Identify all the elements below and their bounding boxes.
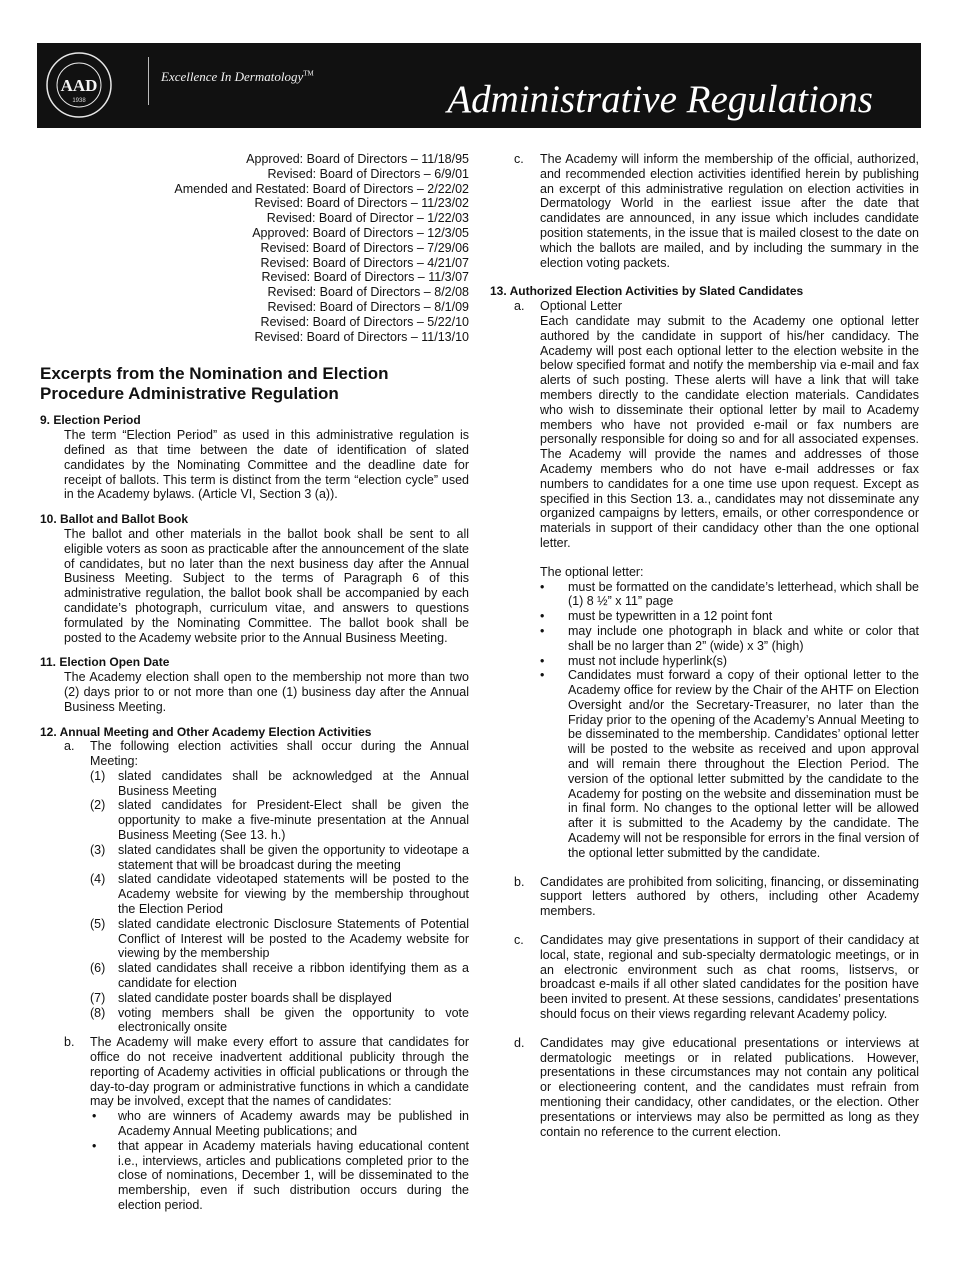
history-line: Revised: Board of Director – 1/22/03 [266, 211, 469, 226]
clause-b: b. Candidates are prohibited from soliciting, financing, or disseminating support letters authored by others, including other Academy members. [514, 874, 919, 919]
history-line: Revised: Board of Directors – 4/21/07 [260, 255, 469, 270]
list-item: • may include one photograph in black and white or color that shall be no larger than 2” (wide) x 3” (high) [540, 623, 919, 653]
section-heading: 11. Election Open Date [40, 655, 170, 670]
optional-letter-heading: The optional letter: [540, 564, 644, 579]
list-item: (1) slated candidates shall be acknowledged at the Annual Business Meeting [90, 768, 469, 798]
list-item: (6) slated candidates shall receive a ribbon identifying them as a candidate for election [90, 961, 469, 991]
list-item: (5) slated candidate electronic Disclosure Statements of Potential Conflict of Interest will be posted to the Academy website for viewing by the membership [90, 916, 469, 961]
history-line: Revised: Board of Directors – 8/1/09 [267, 299, 469, 314]
bullet-list [40, 1109, 469, 1213]
tagline: Excellence In Dermatology™ [161, 69, 314, 84]
section-10 [40, 512, 469, 645]
clause-b: b. The Academy will make every effort to assure that candidates for office do not receive inadvertent additional publicity through the reporting of Academy activities in official publications or through the day-to-day program or administrative functions in which a candidate may be involved, except that the names of candidates: [64, 1035, 469, 1109]
history-line: Revised: Board of Directors – 7/29/06 [260, 240, 469, 255]
clause-a-title: a. Optional Letter [514, 299, 622, 314]
clause-d: d. Candidates may give educational presentations or interviews at dermatologic meetings or in related publications. However, presentations in these circumstances may not contain any political or electioneering content, and the candidates must refrain from mentioning their candidacy, other candidates, or the election. Other presentations or interviews may also be permitted as long as they contain no reference to the current election. [514, 1035, 919, 1139]
history-line: Revised: Board of Directors – 6/9/01 [267, 166, 469, 181]
history-line: Revised: Board of Directors – 8/2/08 [267, 285, 469, 300]
list-item: • must be typewritten in a 12 point font [540, 609, 773, 624]
list-item: • must not include hyperlink(s) [540, 653, 728, 668]
section-body: The ballot and other materials in the ballot book shall be sent to all eligible voters as soon as practicable after the announcement of the slate of candidates, but no later than the next business day after the Annual Business Meeting. Subject to the terms of Paragraph 6 of this administrative regulation, the ballot book shall be accompanied by each candidate’s photograph, curriculum vitae, and answers to questions formulated by the Nominating Committee. The ballot book shall be posted to the Academy website prior to the Annual Business Meeting. [64, 526, 469, 645]
section-12 [40, 725, 469, 1213]
section-heading: 9. Election Period [40, 413, 141, 428]
section-heading: 13. Authorized Election Activities by Slated Candidates [490, 284, 804, 299]
history-line: Approved: Board of Directors – 11/18/95 [246, 152, 469, 166]
section-heading: 12. Annual Meeting and Other Academy Election Activities [40, 724, 372, 739]
header-divider [148, 57, 149, 105]
section-9 [40, 413, 469, 502]
list-item: (2) slated candidates for President-Elect shall be given the opportunity to make a five-minute presentation at the Annual Business Meeting (See 13. h.) [90, 798, 469, 843]
section-13 [490, 284, 919, 1139]
svg-text:1938: 1938 [72, 98, 86, 104]
right-column [490, 152, 919, 1153]
header-banner [37, 43, 921, 128]
history-line: Revised: Board of Directors – 11/23/02 [254, 196, 469, 211]
section-body: The Academy election shall open to the membership not more than two (2) days prior to or not more than one (1) business day after the Annual Business Meeting. [64, 670, 469, 714]
bullet-icon: • [92, 1138, 97, 1153]
history-line: Amended and Restated: Board of Directors – 2/22/02 [174, 181, 469, 196]
revision-history [40, 152, 469, 344]
list-item: • that appear in Academy materials having educational content i.e., interviews, articles and publications completed prior to the close of nominations, December 1, will be disseminated to the membership, even if such distribution occurs during the election period. [92, 1138, 469, 1212]
section-heading: 10. Ballot and Ballot Book [40, 512, 189, 527]
history-line: Revised: Board of Directors – 5/22/10 [260, 314, 469, 329]
list-item: (3) slated candidates shall be given the opportunity to videotape a statement that will be broadcast during the meeting [90, 842, 469, 872]
left-column [40, 152, 469, 1223]
requirements-list [490, 580, 919, 861]
history-line: Approved: Board of Directors – 12/3/05 [252, 225, 469, 240]
bullet-icon: • [540, 668, 545, 683]
excerpt-title: Excerpts from the Nomination and Election Procedure Administrative Regulation [40, 364, 389, 403]
history-line: Revised: Board of Directors – 11/3/07 [261, 270, 469, 285]
bullet-icon: • [540, 609, 545, 624]
list-item: • who are winners of Academy awards may be published in Academy Annual Meeting publications; and [92, 1109, 469, 1139]
list-item: (8) voting members shall be given the opportunity to vote electronically onsite [90, 1005, 469, 1035]
list-item: • must be formatted on the candidate’s letterhead, which shall be (1) 8 ½” x 11” page [540, 579, 919, 609]
list-item: • Candidates must forward a copy of their optional letter to the Academy office for review by the Chair of the AHTF on Election Oversight and/or the Secretary-Treasurer, no later than the Friday prior to the opening of the Academy’s Annual Meeting to be disseminated to the membership. Candidates’ optional letter will be posted to the website as received and upon approval and will remain there throughout the Election Period. The version of the optional letter submitted by the candidate to the Academy for posting on the website and dissemination must be in final form. No changes to the optional letter will be allowed after it is submitted to the Academy by the candidate. The Academy will not be responsible for errors in the final version of the optional letter submitted by the candidate. [540, 668, 919, 860]
bullet-icon: • [92, 1109, 97, 1124]
clause-a: a. The following election activities shall occur during the Annual Meeting: [64, 739, 469, 769]
document-title: Administrative Regulations [447, 78, 873, 121]
activity-list [40, 769, 469, 1035]
aad-seal-logo [45, 51, 113, 119]
clause-c: c. Candidates may give presentations in support of their candidacy at local, state, regional and sub-specialty dermatologic meetings, or in an electronic environment such as chat rooms, listservs, or broadcast e-mails if all other slated candidates for the position have been invited to present. At these sessions, candidates’ presentations should focus on their views regarding relevant Academy policy. [514, 933, 919, 1022]
bullet-icon: • [540, 623, 545, 638]
clause-12c: c. The Academy will inform the membership of the official, authorized, and recommended election activities identified herein by publishing an excerpt of this administrative regulation on election activities in Dermatology World in the earliest issue after the date that candidates are announced, in any issue which includes candidate position statements, in the issue that is mailed closest to the date on which the ballots are mailed, and by including the summary in the election voting packets. [514, 152, 919, 270]
list-item: (7) slated candidate poster boards shall be displayed [90, 990, 392, 1005]
svg-text:AAD: AAD [60, 76, 98, 95]
optional-letter-body: Each candidate may submit to the Academy one optional letter authored by the candidate in support of his/her candidacy. The Academy will post each optional letter to the election website in the below specified format and notify the membership via e-mail and fax alerts of such posting. These alerts will have a link that will take members directly to the candidate election materials. Candidates who wish to disseminate their optional letter by mail to Academy members who have not provided e-mail or fax numbers are personally responsible for doing so and for all associated expenses. The Academy will provide the names and addresses of those Academy members who do not have e-mail addresses or fax numbers to candidates for a one time use upon request. Except as specified in this Section 13. a., candidates may not disseminate any organized campaigns by letters, emails, or other correspondence or materials in support of their candidacy other than the one optional letter. [540, 313, 919, 550]
history-line: Revised: Board of Directors – 11/13/10 [254, 329, 469, 344]
section-body: The term “Election Period” as used in this administrative regulation is defined as that time between the date of identification of slated candidates by the Nominating Committee and the deadline date for receipt of ballots. This term is distinct from the term “election cycle” used in the Academy bylaws. (Article VI, Section 3 (a)). [64, 428, 469, 502]
list-item: (4) slated candidate videotaped statements will be posted to the Academy website for viewing by the membership throughout the Election Period [90, 872, 469, 917]
bullet-icon: • [540, 653, 545, 668]
section-11 [40, 655, 469, 714]
bullet-icon: • [540, 579, 545, 594]
